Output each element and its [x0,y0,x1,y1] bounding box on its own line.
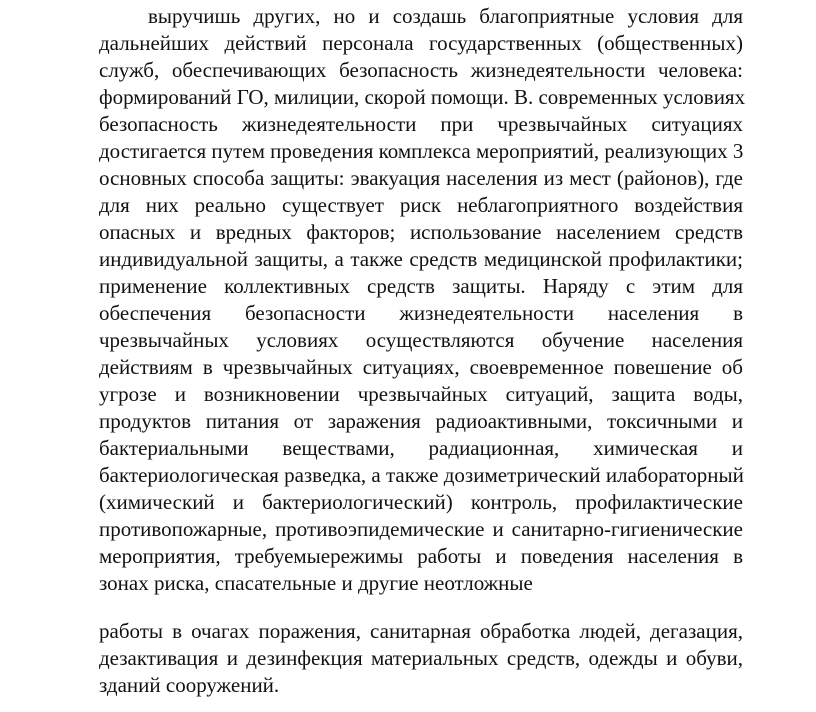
text-line: выручишь других, но и создашь благоприятные условия для [148,4,743,28]
text-line: для них реально существует риск неблагоприятного воздействия [99,193,743,217]
text-line: достигается путем проведения комплекса мероприятий, реализующих 3 [99,139,744,163]
text-line: мероприятия, требуемыережимы работы и поведения населения в [99,544,743,568]
text-line: формирований ГО, милиции, скорой помощи. В. современных условиях [99,85,746,109]
text-line: служб, обеспечивающих безопасность жизнедеятельности человека: [99,58,743,82]
text-line: основных способа защиты: эвакуация населения из мест (районов), где [99,166,743,190]
text-line: противопожарные, противоэпидемические и санитарно-гигиенические [99,517,743,541]
text-line: индивидуальной защиты, а также средств медицинской профилактики; [99,247,743,271]
text-line: угрозе и возникновении чрезвычайных ситуаций, защита воды, [99,382,743,406]
text-line: обеспечения безопасности жизнедеятельности населения в [99,301,743,325]
text-line: дальнейших действий персонала государственных (общественных) [99,31,743,55]
text-line: безопасность жизнедеятельности при чрезвычайных ситуациях [99,112,743,136]
text-line: применение коллективных средств защиты. Наряду с этим для [99,274,743,298]
text-line: работы в очагах поражения, санитарная обработка людей, дегазация, [99,619,743,643]
text-line: зонах риска, спасательные и другие неотложные [99,571,533,595]
text-line: действиям в чрезвычайных ситуациях, своевременное повешение об [99,355,743,379]
text-line: дезактивация и дезинфекция материальных средств, одежды и обуви, [99,646,743,670]
text-line: продуктов питания от заражения радиоактивными, токсичными и [99,409,743,433]
text-line: зданий сооружений. [99,673,280,697]
text-line: опасных и вредных факторов; использование населением средств [99,220,743,244]
text-line: бактериальными веществами, радиационная, химическая и [99,436,743,460]
text-line: (химический и бактериологический) контроль, профилактические [99,490,743,514]
text-line: бактериологическая разведка, а также дозиметрический илабораторный [99,463,744,487]
text-line: чрезвычайных условиях осуществляются обучение населения [99,328,743,352]
